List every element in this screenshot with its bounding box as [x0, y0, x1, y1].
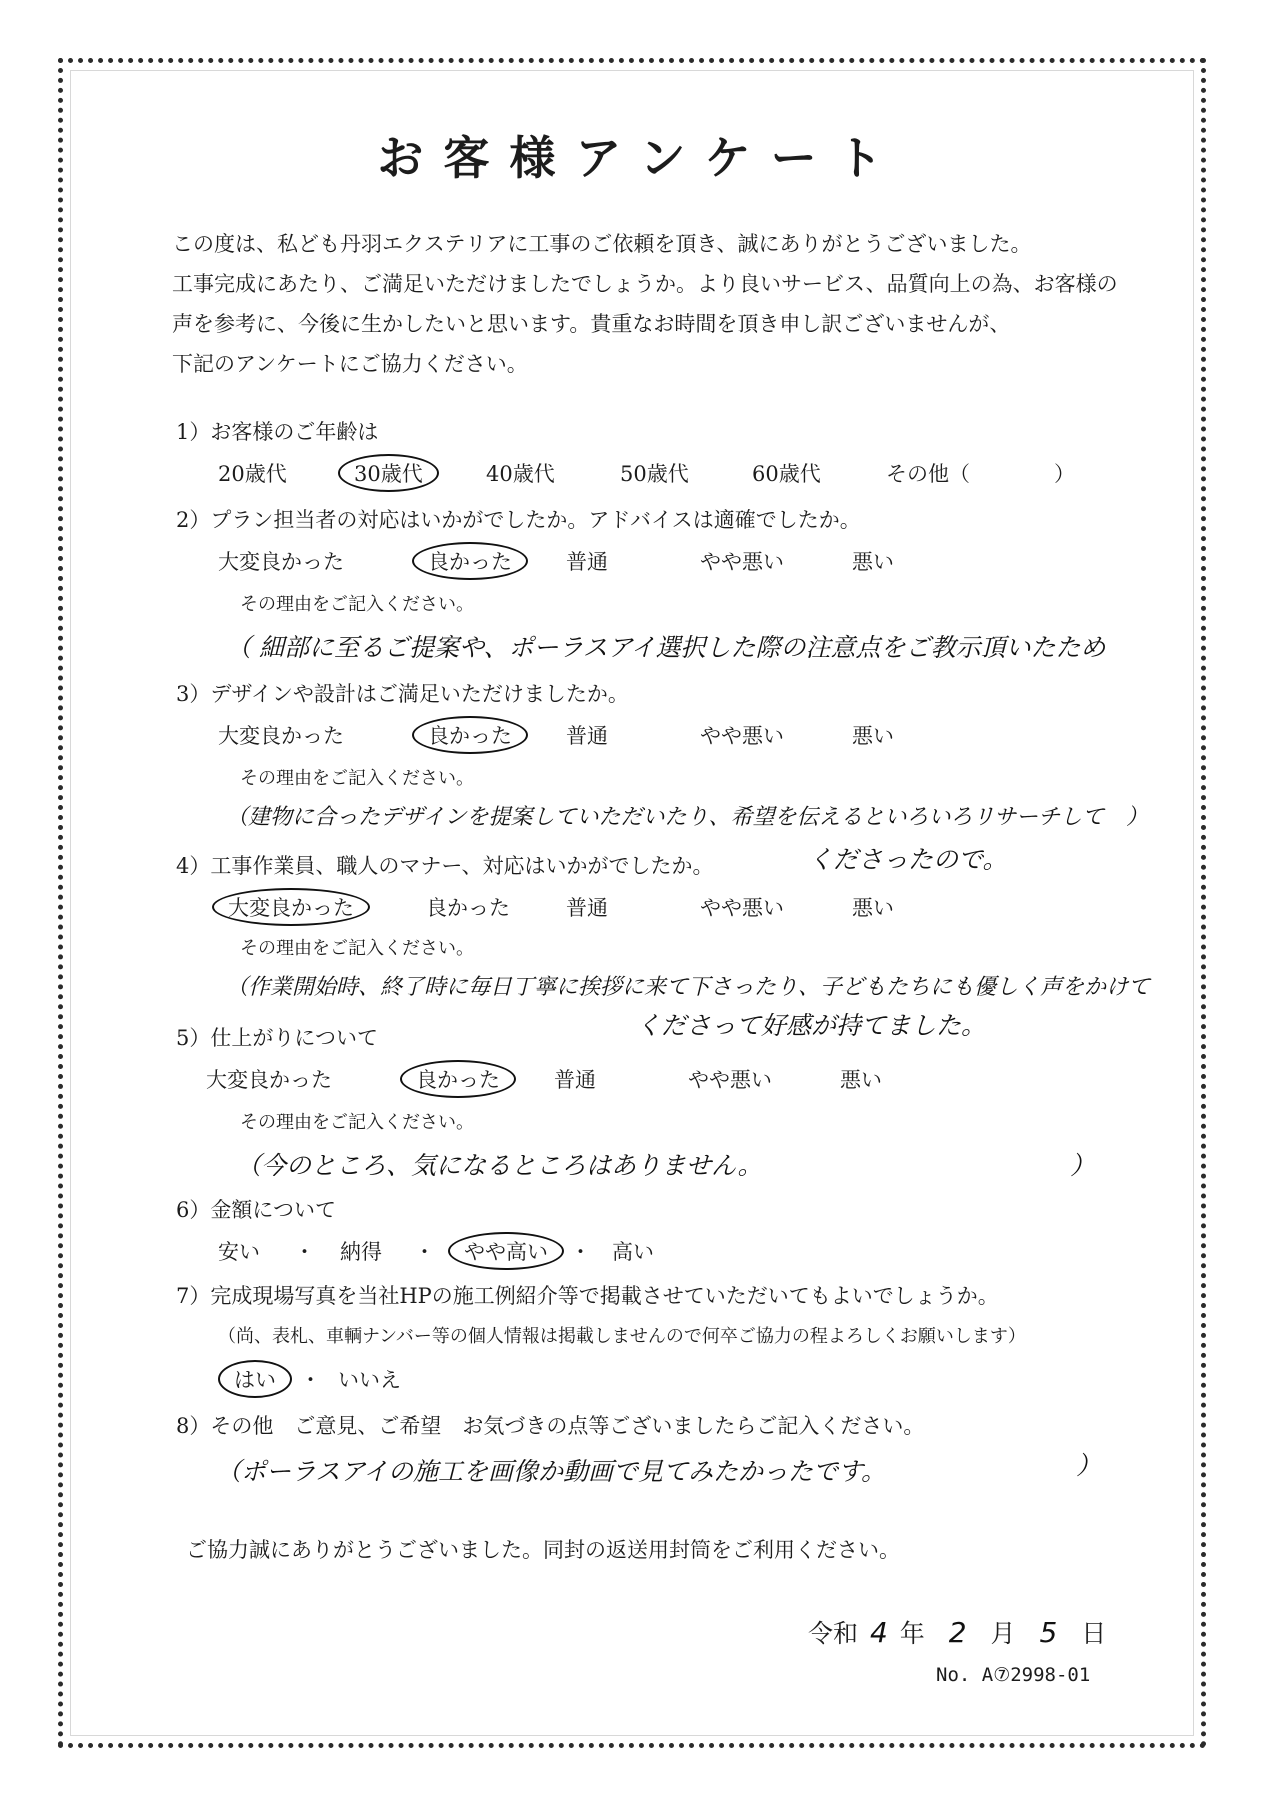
q2-option-good-selected[interactable]: 良かった [412, 542, 528, 580]
q2-option-average[interactable]: 普通 [566, 550, 608, 574]
q5-reason-prompt: その理由をご記入ください。 [240, 1112, 474, 1133]
q3-option-very-good[interactable]: 大変良かった [218, 724, 344, 748]
photo-permission-separator: ・ [300, 1368, 321, 1392]
q4-option-good[interactable]: 良かった [426, 896, 510, 920]
date-month-unit: 月 [990, 1619, 1016, 1648]
price-separator-1: ・ [294, 1240, 315, 1264]
intro-line-4: 下記のアンケートにご協力ください。 [172, 352, 528, 376]
q4-option-bad[interactable]: 悪い [852, 896, 894, 920]
closing-message: ご協力誠にありがとうございました。同封の返送用封筒をご利用ください。 [186, 1538, 900, 1562]
price-option-expensive[interactable]: 高い [612, 1240, 654, 1264]
age-option-40s[interactable]: 40歳代 [486, 462, 555, 486]
q8-handwritten-answer: （ポーラスアイの施工を画像か動画で見てみたかったです。 [216, 1457, 887, 1486]
age-option-50s[interactable]: 50歳代 [620, 462, 689, 486]
intro-line-2: 工事完成にあたり、ご満足いただけましたでしょうか。より良いサービス、品質向上の為、お客様の [172, 272, 1118, 296]
date-year-unit: 年 [899, 1619, 925, 1648]
date-month: 2 [948, 1616, 967, 1649]
q2-handwritten-answer: （ 細部に至るご提案や、ポーラスアイ選択した際の注意点をご教示頂いたため [226, 633, 1106, 662]
q5-answer-close-paren: ） [1070, 1151, 1096, 1180]
price-option-satisfied[interactable]: 納得 [340, 1240, 382, 1264]
q2-option-very-good[interactable]: 大変良かった [218, 550, 344, 574]
question-3-label: 3）デザインや設計はご満足いただけましたか。 [176, 682, 629, 706]
serial-number: No. A⑦2998-01 [936, 1664, 1091, 1686]
q4-handwritten-answer-line-1: （作業開始時、終了時に毎日丁寧に挨拶に来て下さったり、子どもたちにも優しく声をかけて [226, 975, 1151, 1000]
age-option-30s-selected[interactable]: 30歳代 [338, 454, 439, 492]
page-title: お客様アンケート [377, 131, 903, 185]
date-era: 令和 [808, 1619, 859, 1648]
q3-option-bad[interactable]: 悪い [852, 724, 894, 748]
question-1-label: 1）お客様のご年齢は [176, 420, 379, 444]
question-7-label: 7）完成現場写真を当社HPの施工例紹介等で掲載させていただいてもよいでしょうか。 [176, 1284, 999, 1308]
q8-answer-close-paren: ） [1076, 1451, 1102, 1480]
price-separator-3: ・ [570, 1240, 591, 1264]
q3-option-somewhat-bad[interactable]: やや悪い [700, 724, 784, 748]
question-4-label: 4）工事作業員、職人のマナー、対応はいかがでしたか。 [176, 854, 714, 878]
price-option-cheap[interactable]: 安い [218, 1240, 260, 1264]
question-5-label: 5）仕上がりについて [176, 1026, 378, 1050]
question-8-label: 8）その他 ご意見、ご希望 お気づきの点等ございましたらご記入ください。 [176, 1414, 925, 1438]
q4-reason-prompt: その理由をご記入ください。 [240, 938, 474, 959]
date-line [808, 1614, 1106, 1650]
q2-reason-prompt: その理由をご記入ください。 [240, 594, 474, 615]
q5-option-somewhat-bad[interactable]: やや悪い [688, 1068, 772, 1092]
price-separator-2: ・ [414, 1240, 435, 1264]
q5-option-average[interactable]: 普通 [554, 1068, 596, 1092]
intro-line-1: この度は、私ども丹羽エクステリアに工事のご依頼を頂き、誠にありがとうございました。 [172, 232, 1032, 256]
q2-option-somewhat-bad[interactable]: やや悪い [700, 550, 784, 574]
date-year: 4 [869, 1616, 888, 1649]
q4-option-average[interactable]: 普通 [566, 896, 608, 920]
q5-handwritten-answer: （今のところ、気になるところはありません。 [236, 1151, 763, 1180]
date-day: 5 [1039, 1616, 1058, 1649]
intro-line-3: 声を参考に、今後に生かしたいと思います。貴重なお時間を頂き申し訳ございませんが、 [172, 312, 1011, 336]
q5-option-good-selected[interactable]: 良かった [400, 1060, 516, 1098]
question-6-label: 6）金額について [176, 1198, 336, 1222]
q5-option-bad[interactable]: 悪い [840, 1068, 882, 1092]
age-option-60s[interactable]: 60歳代 [752, 462, 821, 486]
q4-option-somewhat-bad[interactable]: やや悪い [700, 896, 784, 920]
age-option-20s[interactable]: 20歳代 [218, 462, 287, 486]
q2-option-bad[interactable]: 悪い [852, 550, 894, 574]
date-day-unit: 日 [1081, 1619, 1107, 1648]
q3-handwritten-answer-line-2: くださったので。 [808, 845, 1008, 874]
q4-handwritten-answer-line-2: くださって好感が持てました。 [636, 1011, 987, 1040]
q3-option-average[interactable]: 普通 [566, 724, 608, 748]
q3-handwritten-answer-line-1: （建物に合ったデザインを提案していただいたり、希望を伝えるといろいろリサーチして ） [226, 805, 1149, 830]
photo-permission-no[interactable]: いいえ [338, 1368, 401, 1392]
photo-permission-yes-selected[interactable]: はい [218, 1360, 292, 1398]
q7-privacy-note: （尚、表札、車輌ナンバー等の個人情報は掲載しませんので何卒ご協力の程よろしくお願いします） [218, 1326, 1026, 1347]
q4-option-very-good-selected[interactable]: 大変良かった [212, 888, 370, 926]
q5-option-very-good[interactable]: 大変良かった [206, 1068, 332, 1092]
age-option-other[interactable]: その他（ ） [886, 462, 1075, 486]
price-option-somewhat-expensive-selected[interactable]: やや高い [448, 1232, 564, 1270]
q3-option-good-selected[interactable]: 良かった [412, 716, 528, 754]
question-2-label: 2）プラン担当者の対応はいかがでしたか。アドバイスは適確でしたか。 [176, 508, 861, 532]
q3-reason-prompt: その理由をご記入ください。 [240, 768, 474, 789]
